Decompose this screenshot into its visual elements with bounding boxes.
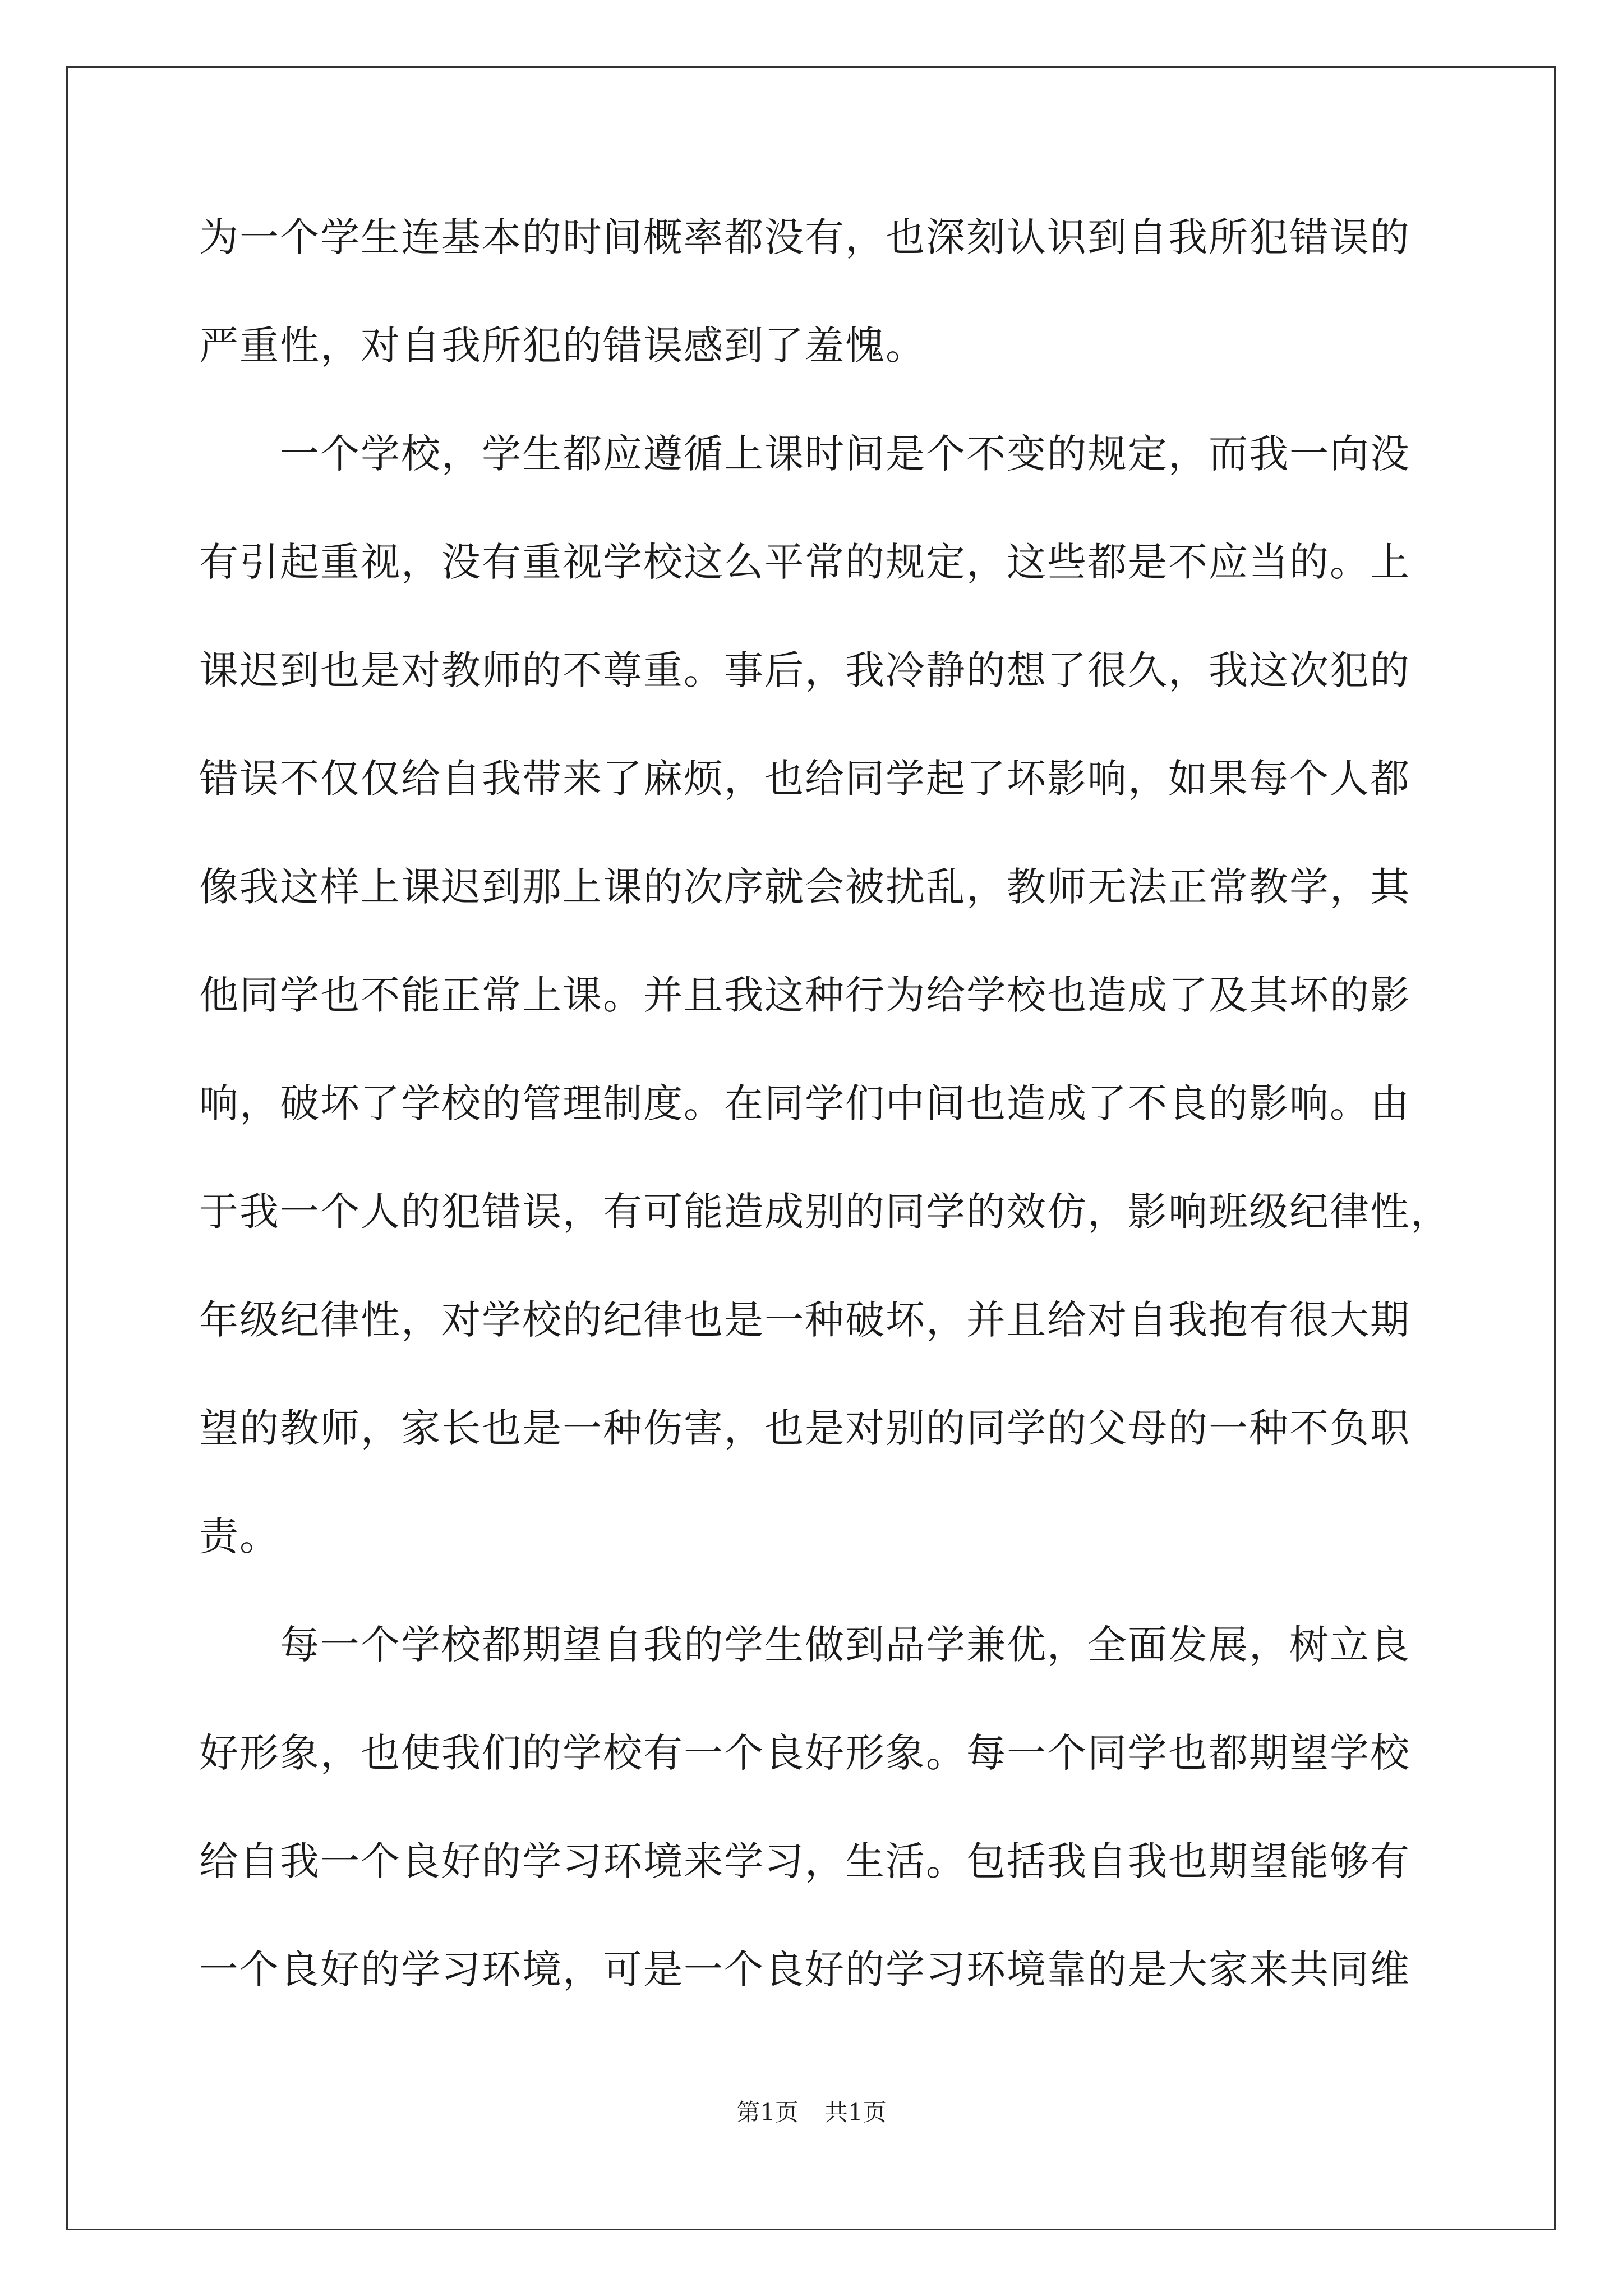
text-line: 一个学校，学生都应遵循上课时间是个不变的规定，而我一向没 — [199, 431, 1410, 477]
text-line: 有引起重视，没有重视学校这么平常的规定，这些都是不应当的。上 — [199, 539, 1410, 585]
text-line: 每一个学校都期望自我的学生做到品学兼优，全面发展，树立良 — [199, 1622, 1410, 1668]
text-line: 像我这样上课迟到那上课的次序就会被扰乱，教师无法正常教学，其 — [199, 864, 1410, 910]
text-line: 课迟到也是对教师的不尊重。事后，我冷静的想了很久，我这次犯的 — [199, 647, 1410, 693]
text-line: 年级纪律性，对学校的纪律也是一种破坏，并且给对自我抱有很大期 — [199, 1297, 1410, 1343]
text-line: 责。 — [199, 1513, 280, 1559]
text-line: 严重性，对自我所犯的错误感到了羞愧。 — [199, 323, 926, 369]
text-line: 一个良好的学习环境，可是一个良好的学习环境靠的是大家来共同维 — [199, 1947, 1410, 1993]
text-line: 他同学也不能正常上课。并且我这种行为给学校也造成了及其坏的影 — [199, 972, 1410, 1018]
page-footer — [0, 2097, 1623, 2128]
text-line: 给自我一个良好的学习环境来学习，生活。包括我自我也期望能够有 — [199, 1838, 1410, 1884]
text-line: 望的教师，家长也是一种伤害，也是对别的同学的父母的一种不负职 — [199, 1405, 1410, 1451]
text-line: 响，破坏了学校的管理制度。在同学们中间也造成了不良的影响。由 — [199, 1080, 1410, 1126]
document-body — [199, 212, 1451, 2053]
text-line: 错误不仅仅给自我带来了麻烦，也给同学起了坏影响，如果每个人都 — [199, 756, 1410, 802]
text-line: 为一个学生连基本的时间概率都没有，也深刻认识到自我所犯错误的 — [199, 214, 1410, 260]
page-total: 共1页 — [824, 2099, 887, 2126]
text-line: 于我一个人的犯错误，有可能造成别的同学的效仿，影响班级纪律性， — [199, 1189, 1451, 1235]
text-line: 好形象，也使我们的学校有一个良好形象。每一个同学也都期望学校 — [199, 1730, 1410, 1776]
page-number: 第1页 — [736, 2099, 799, 2126]
